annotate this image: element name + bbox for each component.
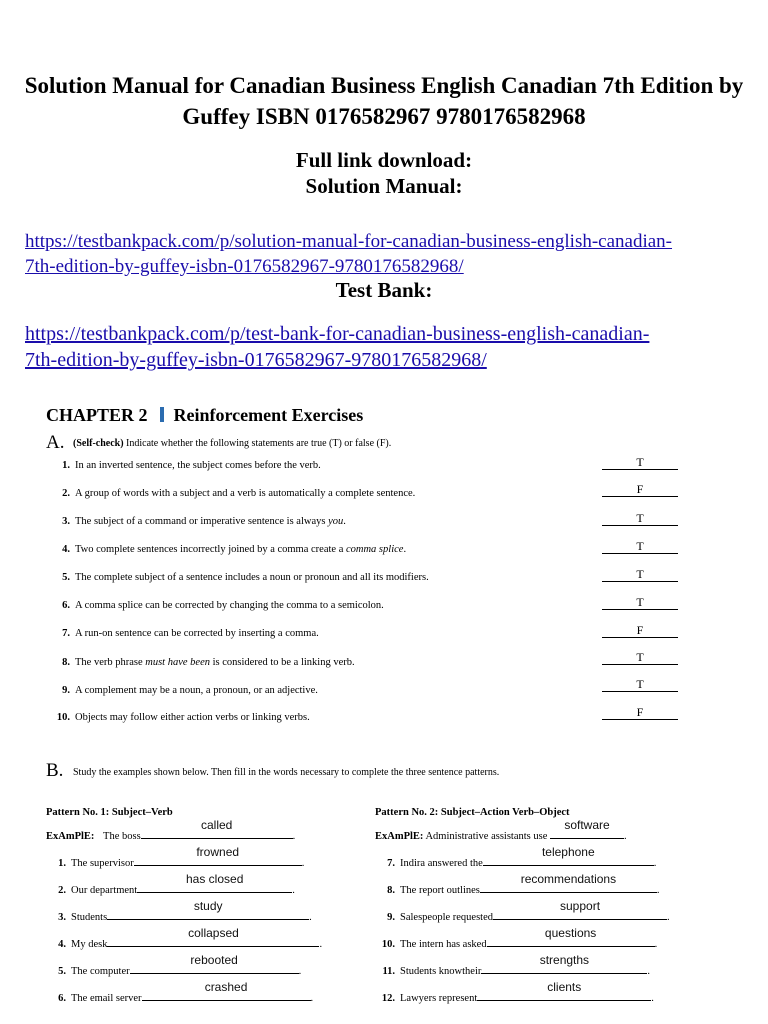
test-bank-label: Test Bank:	[335, 278, 433, 302]
document-title: Solution Manual for Canadian Business English Canadian 7th Edition by Guffey ISBN 0176582967 9780176582968	[24, 73, 744, 129]
pattern-item	[375, 899, 670, 923]
pattern-item-text: Students	[71, 912, 108, 923]
statement-number: 2.	[62, 488, 70, 499]
statement-text: The subject of a command or imperative sentence is always	[75, 516, 329, 527]
pattern-item	[375, 953, 650, 977]
pattern-item-number: 9.	[387, 912, 395, 923]
fill-in-blank[interactable]	[483, 845, 654, 866]
fill-in-answer: strengths	[539, 953, 590, 967]
period: .	[319, 939, 323, 950]
pattern-item-number: 12.	[381, 993, 395, 1004]
period: .	[654, 939, 658, 950]
statement-number: 4.	[62, 544, 70, 555]
statement-text: A group of words with a subject and a verb is automatically a complete sentence.	[75, 488, 416, 499]
test-bank-link[interactable]	[25, 321, 743, 373]
statement-text: The verb phrase	[75, 657, 146, 668]
pattern-item-number: 7.	[387, 858, 395, 869]
fill-in-answer: recommendations	[520, 872, 617, 886]
statement-emphasis: must have been	[145, 657, 210, 668]
pattern-item-text: The report outlines	[400, 885, 480, 896]
pattern-item-number: 4.	[58, 939, 66, 950]
example-label: ExAmPlE:	[375, 831, 424, 842]
pattern-item	[46, 845, 305, 869]
period: .	[309, 912, 312, 923]
statement-item	[46, 712, 566, 723]
testbank-url-line-2[interactable]: 7th-edition-by-guffey-isbn-0176582967-9780176582968/	[25, 349, 487, 371]
statement-text: A run-on sentence can be corrected by inserting a comma.	[75, 628, 319, 639]
example-text: Administrative assistants use	[425, 831, 548, 842]
fill-in-blank[interactable]	[134, 845, 302, 866]
section-b-letter: B.	[46, 760, 64, 781]
pattern-1-example: ExAmPlE: The boss called .	[46, 818, 296, 842]
statement-item	[46, 516, 566, 527]
period: .	[310, 993, 314, 1004]
fill-in-blank[interactable]	[107, 899, 309, 920]
answer-blank[interactable]: F	[602, 482, 678, 497]
solution-url-line-1[interactable]: https://testbankpack.com/p/solution-manual-for-canadian-business-english-canadian-	[25, 231, 673, 252]
solution-url-line-2[interactable]: 7th-edition-by-guffey-isbn-0176582967-9780176582968/	[25, 256, 464, 277]
statement-item	[46, 460, 566, 471]
answer-blank[interactable]: F	[602, 705, 678, 720]
example-label: ExAmPlE:	[46, 831, 95, 842]
pattern-item	[375, 926, 658, 950]
fill-in-blank[interactable]	[142, 980, 311, 1001]
testbank-url-line-1[interactable]: https://testbankpack.com/p/test-bank-for-canadian-business-english-canadian-	[25, 323, 650, 345]
fill-in-answer: telephone	[541, 845, 595, 859]
full-link-label: Full link download:	[295, 148, 473, 172]
pattern-item-text: My desk	[71, 939, 108, 950]
example-blank	[550, 818, 624, 839]
fill-in-answer: crashed	[204, 980, 248, 994]
chapter-title: Reinforcement Exercises	[173, 405, 364, 425]
statement-text: The complete subject of a sentence includes a noun or pronoun and all its modifiers.	[75, 572, 429, 583]
fill-in-blank[interactable]	[137, 872, 292, 893]
section-a-letter: A.	[46, 432, 65, 453]
pattern-item	[46, 953, 302, 977]
fill-in-blank[interactable]	[493, 899, 667, 920]
pattern-item	[46, 980, 314, 1004]
pattern-item-text: The computer	[71, 966, 130, 977]
pattern-item	[375, 872, 660, 896]
pattern-item-text: The intern has asked	[400, 939, 487, 950]
answer-blank[interactable]: T	[602, 677, 678, 692]
statement-text-after: .	[343, 516, 346, 527]
pattern-item-text: The supervisor	[71, 858, 134, 869]
pattern-1-heading: Pattern No. 1: Subject–Verb	[46, 807, 173, 818]
statement-number: 7.	[62, 628, 70, 639]
statement-text-after: is considered to be a linking verb.	[210, 657, 355, 668]
pattern-item-text: Our department	[71, 885, 138, 896]
statement-item	[46, 628, 566, 639]
fill-in-blank[interactable]	[480, 872, 657, 893]
pattern-item-number: 3.	[58, 912, 66, 923]
fill-in-blank[interactable]	[487, 926, 655, 947]
fill-in-answer: questions	[544, 926, 597, 940]
statement-emphasis: comma splice	[345, 544, 404, 555]
chapter-number: CHAPTER 2	[46, 405, 148, 425]
pattern-item-number: 2.	[58, 885, 66, 896]
statement-number: 1.	[62, 460, 70, 471]
pattern-2-example: ExAmPlE: Administrative assistants use software .	[375, 818, 627, 842]
period: .	[653, 858, 657, 869]
pattern-item-text: Indira answered the	[400, 858, 483, 869]
pattern-item	[375, 845, 657, 869]
pattern-item-text: Lawyers represent	[400, 993, 478, 1004]
statement-number: 5.	[62, 572, 70, 583]
fill-in-answer: frowned	[196, 845, 240, 859]
section-b-instruction: Study the examples shown below. Then fill in the words necessary to complete the three sentence patterns.	[73, 767, 500, 778]
statement-item	[46, 657, 566, 668]
self-check-label: (Self-check)	[73, 438, 124, 449]
solution-manual-link[interactable]	[25, 229, 743, 279]
section-a-instruction	[73, 438, 391, 449]
fill-in-blank[interactable]	[107, 926, 319, 947]
fill-in-answer: clients	[547, 980, 582, 994]
statement-text: Objects may follow either action verbs or linking verbs.	[75, 712, 310, 723]
fill-in-answer: collapsed	[188, 926, 239, 940]
answer-blank[interactable]: T	[602, 595, 678, 610]
answer-blank[interactable]: T	[602, 567, 678, 582]
pattern-item	[46, 899, 312, 923]
period: .	[292, 885, 295, 896]
section-a-instruction-text: Indicate whether the following statements are true (T) or false (F).	[126, 438, 392, 449]
statement-text: In an inverted sentence, the subject comes before the verb.	[75, 460, 321, 471]
fill-in-answer: study	[193, 899, 223, 913]
statement-text: Two complete sentences incorrectly joined by a comma create a	[75, 544, 346, 555]
statement-number: 9.	[62, 685, 70, 696]
pattern-item-number: 6.	[58, 993, 66, 1004]
period: .	[647, 966, 650, 977]
statement-text: A comma splice can be corrected by changing the comma to a semicolon.	[75, 600, 384, 611]
statement-number: 6.	[62, 600, 70, 611]
statement-item	[46, 488, 566, 499]
fill-in-answer: support	[560, 899, 601, 913]
statement-number: 8.	[62, 657, 70, 668]
pattern-item	[46, 926, 323, 950]
pattern-item-text: Students knowtheir	[400, 966, 482, 977]
period: .	[651, 993, 654, 1004]
fill-in-answer: has closed	[186, 872, 244, 886]
pattern-item-number: 10.	[381, 939, 395, 950]
pattern-item-number: 8.	[387, 885, 395, 896]
fill-in-answer: rebooted	[190, 953, 238, 967]
pattern-2-heading: Pattern No. 2: Subject–Action Verb–Object	[375, 807, 570, 818]
pattern-item-number: 11.	[382, 966, 395, 977]
statement-item	[46, 600, 566, 611]
pattern-item-text: Salespeople requested	[400, 912, 494, 923]
example-answer: called	[200, 818, 233, 832]
answer-blank[interactable]: T	[602, 539, 678, 554]
period: .	[656, 885, 660, 896]
fill-in-blank[interactable]	[130, 953, 299, 974]
period: .	[667, 912, 670, 923]
pattern-item	[46, 872, 295, 896]
example-answer: software	[564, 818, 610, 832]
answer-blank[interactable]: T	[602, 511, 678, 526]
pattern-item-number: 5.	[58, 966, 66, 977]
fill-in-blank[interactable]	[481, 953, 647, 974]
answer-blank[interactable]: T	[602, 650, 678, 665]
pattern-item	[375, 980, 654, 1004]
period: .	[301, 858, 305, 869]
statement-text-after: .	[403, 544, 407, 555]
fill-in-blank[interactable]	[477, 980, 651, 1001]
answer-blank[interactable]: F	[602, 623, 678, 638]
chapter-heading	[46, 405, 363, 426]
chapter-divider-bar	[160, 407, 164, 422]
statement-emphasis: you	[328, 516, 344, 527]
statement-text: A complement may be a noun, a pronoun, or an adjective.	[75, 685, 318, 696]
statement-number: 10.	[56, 712, 70, 723]
period: .	[298, 966, 302, 977]
solution-manual-label: Solution Manual:	[305, 174, 463, 198]
pattern-item-text: The email server	[71, 993, 142, 1004]
statement-item	[46, 544, 566, 555]
pattern-item-number: 1.	[58, 858, 66, 869]
statement-number: 3.	[62, 516, 70, 527]
answer-blank[interactable]: T	[602, 455, 678, 470]
statement-item	[46, 572, 566, 583]
statement-item	[46, 685, 566, 696]
example-text: The boss	[103, 831, 141, 842]
